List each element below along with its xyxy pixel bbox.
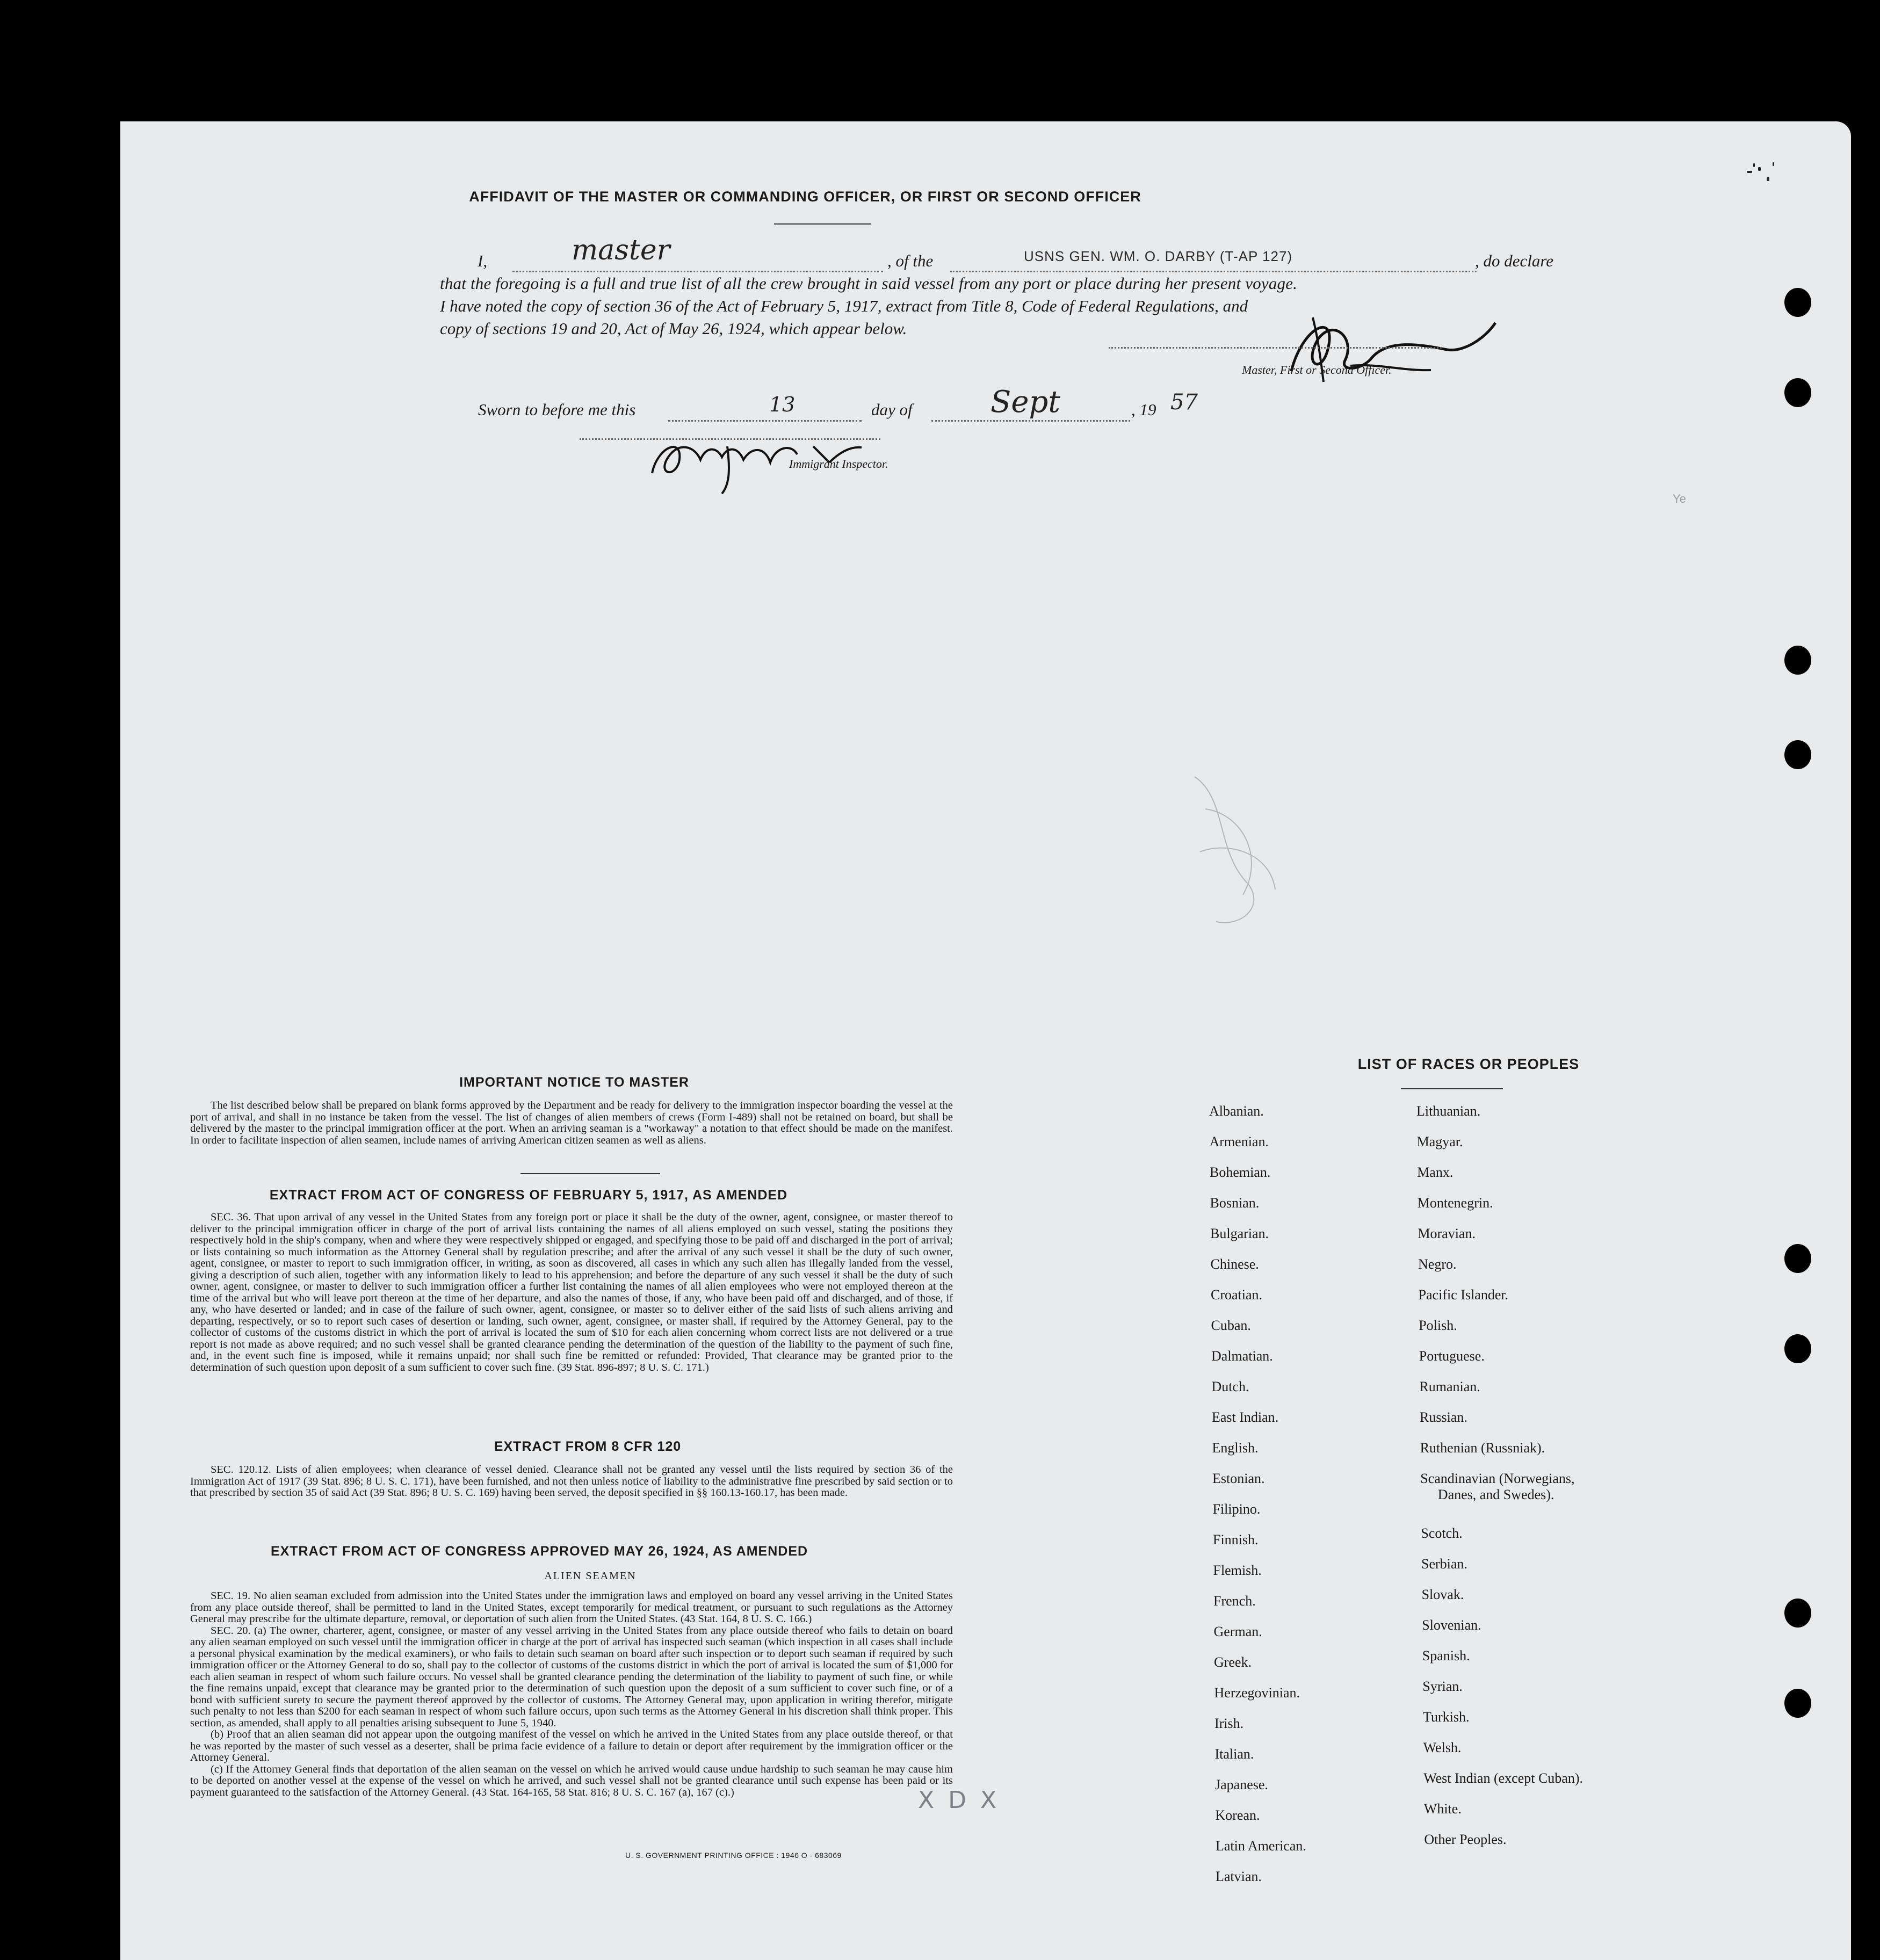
extract-cfr-title: EXTRACT FROM 8 CFR 120 (494, 1439, 682, 1454)
inspector-signature-line (580, 438, 880, 440)
race-item: Negro. (1418, 1256, 1457, 1272)
race-item: Dutch. (1211, 1379, 1249, 1394)
race-item: Ruthenian (Russniak). (1420, 1440, 1545, 1456)
do-declare-label: , do declare (1475, 251, 1554, 270)
master-title-field (512, 250, 883, 272)
printer-line: U. S. GOVERNMENT PRINTING OFFICE : 1946 O - 683069 (625, 1851, 842, 1860)
races-divider (1401, 1088, 1503, 1089)
race-item: Serbian. (1421, 1556, 1467, 1572)
race-item: Albanian. (1209, 1103, 1264, 1119)
race-item: Spanish. (1422, 1648, 1470, 1664)
dust-speck (1753, 163, 1755, 167)
race-item: West Indian (except Cuban). (1423, 1770, 1583, 1786)
race-item: Portuguese. (1419, 1348, 1485, 1364)
alien-seamen-subtitle: ALIEN SEAMEN (544, 1570, 637, 1582)
faint-bleed-through: Ye (1673, 492, 1686, 505)
sworn-label: Sworn to before me this (478, 400, 636, 419)
race-item: Bohemian. (1210, 1165, 1271, 1180)
pencil-mark: X D X (918, 1787, 1000, 1814)
master-title-handwriting: master (572, 234, 670, 266)
race-item: Montenegrin. (1417, 1195, 1493, 1211)
race-item: Lithuanian. (1416, 1103, 1481, 1119)
sworn-day-handwriting: 13 (769, 393, 796, 416)
race-item: Syrian. (1422, 1679, 1463, 1694)
race-item: Welsh. (1423, 1740, 1462, 1755)
inspector-signature (636, 414, 905, 495)
race-item: French. (1213, 1593, 1256, 1609)
extract-1924-text (190, 1590, 953, 1798)
race-item: Polish. (1419, 1318, 1457, 1333)
dust-speck (1747, 171, 1752, 173)
race-item: Estonian. (1212, 1471, 1265, 1486)
declaration-line-4: copy of sections 19 and 20, Act of May 26, 1924, which appear below. (440, 319, 907, 338)
declaration-line-3: I have noted the copy of section 36 of the Act of February 5, 1917, extract from Title 8, Code of Federal Regulations, and (440, 296, 1248, 315)
section-20a-text: SEC. 20. (a) The owner, charterer, agent, consignee, or master of any vessel arriving in the United States from any place outside thereof who fails to detain on board any alien seaman employed on such vessel until the immigration officer in charge at the port of arrival has inspected such seaman (which inspection in all cases shall include a personal physical examination by the medical examiners), or who fails to detain such seaman on board after such inspection or to deport such seaman if required by such immigration officer or the Attorney General to do so, shall pay to the collector of customs of the customs district in which the port of arrival is located the sum of $1,000 for each alien seaman in respect of whom such failure occurs. No vessel shall be granted clearance pending the determination of the liability to payment of such fine, or while the fine remains unpaid, except that clearance may be granted prior to the determination of such question upon the deposit of a sum sufficient to cover such fine, or of a bond with sufficient surety to secure the payment thereof approved by the collector of customs. The Attorney General may, upon application in writing therefor, mitigate such penalty to not less than $200 for each seaman in respect of whom such failure occurs, upon such terms as the Attorney General in his discretion shall think proper. This section, as amended, shall apply to all penalties arising subsequent to June 5, 1940. (190, 1624, 953, 1729)
title-divider (774, 223, 871, 225)
punch-hole (1784, 288, 1811, 317)
affidavit-title: AFFIDAVIT OF THE MASTER OR COMMANDING OFFICER, OR FIRST OR SECOND OFFICER (469, 189, 1141, 205)
i-label: I, (478, 251, 488, 270)
race-item: Chinese. (1210, 1256, 1259, 1272)
race-item: Irish. (1214, 1716, 1244, 1731)
punch-hole (1784, 1244, 1811, 1273)
race-item: Finnish. (1213, 1532, 1259, 1547)
race-item: Korean. (1215, 1807, 1260, 1823)
punch-hole (1784, 646, 1811, 675)
section-19-text: SEC. 19. No alien seaman excluded from admission into the United States under the immigration laws and employed on board any vessel arriving in the United States from any place outside thereof, shall be permitted to land in the United States, except temporarily for medical treatment, or pursuant to such regulations as the Attorney General may prescribe for the ultimate departure, removal, or deportation of such alien from the United States. (43 Stat. 164, 8 U. S. C. 166.) (190, 1590, 953, 1625)
race-item: Italian. (1214, 1746, 1254, 1762)
sworn-year-handwriting: 57 (1170, 390, 1198, 415)
declaration-line-2: that the foregoing is a full and true list of all the crew brought in said vessel from any port or place during her present voyage. (440, 274, 1298, 293)
section-20b-text: (b) Proof that an alien seaman did not appear upon the outgoing manifest of the vessel on which he arrived in the United States from any place outside thereof, or that he was reported by the master of such vessel as a deserter, shall be prima facie evidence of a failure to detain or deport after requirement by the immigration officer or the Attorney General. (190, 1728, 953, 1763)
race-item: Manx. (1417, 1165, 1454, 1180)
race-item: Bulgarian. (1210, 1226, 1269, 1241)
race-item: Other Peoples. (1424, 1832, 1507, 1847)
race-item: Slovenian. (1422, 1617, 1481, 1633)
race-item: English. (1212, 1440, 1259, 1456)
race-item: White. (1423, 1801, 1462, 1817)
race-item: German. (1213, 1624, 1262, 1639)
extract-cfr-text: SEC. 120.12. Lists of alien employees; when clearance of vessel denied. Clearance shall not be granted any vessel until the lists required by section 36 of the Immigration Act of 1917 (39 Stat. 896; 8 U. S. C. 171), have been furnished, and not then unless notice of liability to the administrative fine prescribed by said section or to that prescribed by section 35 of said Act (39 Stat. 896; 8 U. S. C. 169) having been served, the deposit specified in §§ 160.13-160.17, has been made. (190, 1464, 953, 1499)
punch-hole (1784, 1599, 1811, 1628)
faint-bleed-through (1184, 766, 1291, 938)
race-item: Filipino. (1212, 1501, 1261, 1517)
punch-hole (1784, 740, 1811, 769)
race-item: Moravian. (1418, 1226, 1476, 1241)
race-item: Rumanian. (1419, 1379, 1480, 1394)
inspector-label: Immigrant Inspector. (789, 457, 888, 471)
race-item: Bosnian. (1210, 1195, 1260, 1211)
race-item: Dalmatian. (1211, 1348, 1273, 1364)
race-item: Magyar. (1416, 1134, 1463, 1149)
extract-1917-title: EXTRACT FROM ACT OF CONGRESS OF FEBRUARY 5, 1917, AS AMENDED (269, 1188, 788, 1203)
punch-hole (1784, 1334, 1811, 1363)
race-item: Slovak. (1421, 1587, 1464, 1602)
punch-hole (1784, 378, 1811, 407)
document-page (120, 121, 1851, 1960)
year-prefix-label: , 19 (1131, 400, 1156, 419)
race-item: Danes, and Swedes). (1437, 1487, 1554, 1502)
dust-speck (1767, 177, 1769, 181)
race-item: Herzegovinian. (1214, 1685, 1300, 1701)
day-of-label: day of (871, 400, 913, 419)
race-item: Armenian. (1209, 1134, 1269, 1149)
dust-speck (1758, 167, 1761, 171)
extract-1917-text: SEC. 36. That upon arrival of any vessel in the United States from any foreign port or place it shall be the duty of the owner, agent, consignee, or master thereof to deliver to the principal immigration officer in charge of the port of arrival lists containing the names of all aliens employed on such vessel, stating the positions they respectively hold in the ship's company, when and where they were respectively shipped or engaged, and specifying those to be paid off and discharged in the port of arrival; or lists containing so much information as the Attorney General shall by regulation prescribe; and after the arrival of any such vessel it shall be the duty of such owner, agent, consignee, or master to report to such immigration officer, in writing, as soon as discovered, all cases in which any such alien has illegally landed from the vessel, giving a description of such alien, together with any information likely to lead to his apprehension; and before the departure of any such vessel it shall be the duty of such owner, agent, consignee, or master to deliver to such immigration officer a further list containing the names of all alien employees who were not employed thereon at the time of the arrival but who will leave port thereon at the time of her departure, and also the names of those, if any, who have been paid off and discharged, and of those, if any, who have deserted or landed; and in case of the failure of such owner, agent, consignee, or master so to deliver either of the said lists of such aliens arriving and departing, respectively, or so to report such cases of desertion or landing, such owner, agent, consignee, or master shall, if required by the Attorney General, pay to the collector of customs of the customs district in which the port of arrival is located the sum of $10 for each alien concerning whom correct lists are not delivered or a true report is not made as above required; and no such vessel shall be granted clearance pending the determination of the question of the liability to the payment of such fine, and, in the event such fine is imposed, while it remains unpaid; nor shall such fine be remitted or refunded: Provided, That clearance may be granted prior to the determination of such question upon deposit of a sum sufficient to cover such fine. (39 Stat. 896-897; 8 U. S. C. 171.) (190, 1211, 953, 1373)
notice-text: The list described below shall be prepared on blank forms approved by the Department and be ready for delivery to the immigration inspector boarding the vessel at the port of arrival, and shall in no instance be taken from the vessel. The list of changes of alien members of crews (Form I-489) shall not be retained on board, but shall be delivered by the master to the principal immigration officer at the port. When an arriving seaman is a "workaway" a notation to that effect should be made on the manifest. In order to facilitate inspection of alien seamen, include names of arriving American citizen seamen as well as aliens. (190, 1100, 953, 1146)
race-item: Croatian. (1211, 1287, 1263, 1303)
race-item: Latin American. (1216, 1838, 1306, 1854)
race-item: Latvian. (1216, 1869, 1262, 1884)
race-item: Scotch. (1421, 1525, 1463, 1541)
punch-hole (1784, 1689, 1811, 1718)
race-item: Scandinavian (Norwegians, (1420, 1471, 1575, 1486)
races-title: LIST OF RACES OR PEOPLES (1357, 1056, 1580, 1072)
race-item: Greek. (1214, 1654, 1252, 1670)
race-item: Russian. (1420, 1409, 1467, 1425)
race-item: Flemish. (1213, 1563, 1262, 1578)
race-item: Turkish. (1423, 1709, 1470, 1725)
race-item: Japanese. (1215, 1777, 1268, 1792)
extract-1924-title: EXTRACT FROM ACT OF CONGRESS APPROVED MAY 26, 1924, AS AMENDED (270, 1544, 808, 1559)
of-the-label: , of the (887, 251, 934, 270)
vessel-name-stamp: USNS GEN. WM. O. DARBY (T-AP 127) (1024, 248, 1293, 264)
officer-label: Master, First or Second Officer. (1242, 363, 1392, 377)
dust-speck (1773, 162, 1774, 166)
race-item: Cuban. (1211, 1318, 1251, 1333)
race-item: East Indian. (1212, 1409, 1279, 1425)
notice-divider (520, 1173, 660, 1174)
officer-signature-line (1109, 347, 1442, 349)
notice-title: IMPORTANT NOTICE TO MASTER (459, 1075, 689, 1090)
sworn-month-handwriting: Sept (990, 385, 1060, 420)
race-item: Pacific Islander. (1418, 1287, 1509, 1303)
section-20c-text: (c) If the Attorney General finds that deportation of the alien seaman on the vessel on which he arrived would cause undue hardship to such seaman he may cause him to be deported on another vessel at the expense of the vessel on which he arrived, and such vessel shall not be granted clearance until such expense has been paid or its payment guaranteed to the satisfaction of the Attorney General. (43 Stat. 164-165, 58 Stat. 816; 8 U. S. C. 167 (a), 167 (c).) (190, 1763, 953, 1798)
